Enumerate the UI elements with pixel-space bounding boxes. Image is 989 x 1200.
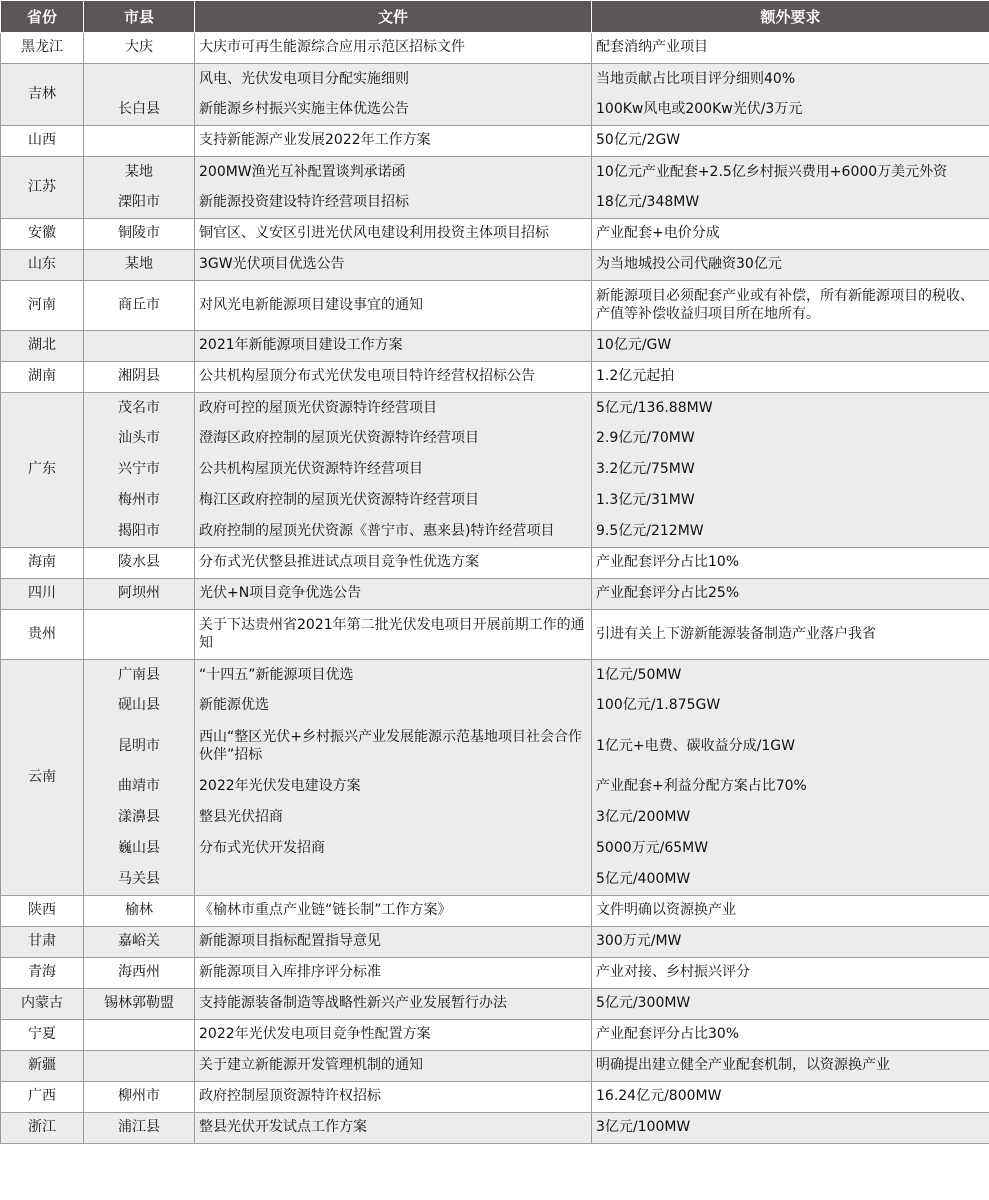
city-cell: 曲靖市	[84, 772, 195, 803]
document-cell: 公共机构屋顶光伏资源特许经营项目	[195, 455, 592, 486]
province-cell: 青海	[1, 958, 84, 989]
table-row	[1, 865, 989, 896]
table-row	[1, 958, 989, 989]
city-cell: 昆明市	[84, 722, 195, 772]
requirement-cell: 9.5亿元/212MW	[592, 517, 989, 548]
header-province: 省份	[1, 1, 84, 33]
requirement-cell: 配套消纳产业项目	[592, 33, 989, 64]
document-cell: 澄海区政府控制的屋顶光伏资源特许经营项目	[195, 424, 592, 455]
document-cell: 2022年光伏发电建设方案	[195, 772, 592, 803]
city-cell: 梅州市	[84, 486, 195, 517]
table-row	[1, 486, 989, 517]
table-row	[1, 722, 989, 772]
document-cell: 新能源投资建设特许经营项目招标	[195, 188, 592, 219]
requirement-cell: 3.2亿元/75MW	[592, 455, 989, 486]
requirement-cell: 产业配套评分占比30%	[592, 1020, 989, 1051]
document-cell: 关于建立新能源开发管理机制的通知	[195, 1051, 592, 1082]
city-cell: 砚山县	[84, 691, 195, 722]
province-cell: 山东	[1, 250, 84, 281]
requirement-cell: 产业配套+电价分成	[592, 219, 989, 250]
requirement-cell: 5亿元/400MW	[592, 865, 989, 896]
table-row	[1, 579, 989, 610]
document-cell: 3GW光伏项目优选公告	[195, 250, 592, 281]
province-cell: 云南	[1, 660, 84, 896]
city-cell	[84, 1020, 195, 1051]
province-cell: 内蒙古	[1, 989, 84, 1020]
requirement-cell: 10亿元产业配套+2.5亿乡村振兴费用+6000万美元外资	[592, 157, 989, 188]
requirement-cell: 1亿元/50MW	[592, 660, 989, 691]
requirement-cell: 引进有关上下游新能源装备制造产业落户我省	[592, 610, 989, 660]
document-cell: 关于下达贵州省2021年第二批光伏发电项目开展前期工作的通知	[195, 610, 592, 660]
requirement-cell: 100亿元/1.875GW	[592, 691, 989, 722]
requirement-cell: 10亿元/GW	[592, 331, 989, 362]
table-row	[1, 157, 989, 188]
city-cell: 浦江县	[84, 1113, 195, 1144]
document-cell: 新能源项目入库排序评分标准	[195, 958, 592, 989]
header-document: 文件	[195, 1, 592, 33]
document-cell: 大庆市可再生能源综合应用示范区招标文件	[195, 33, 592, 64]
table-row	[1, 772, 989, 803]
city-cell: 兴宁市	[84, 455, 195, 486]
requirement-cell: 产业配套评分占比10%	[592, 548, 989, 579]
province-cell: 河南	[1, 281, 84, 331]
province-cell: 广东	[1, 393, 84, 548]
table-row	[1, 517, 989, 548]
requirement-cell: 5亿元/136.88MW	[592, 393, 989, 424]
city-cell: 陵水县	[84, 548, 195, 579]
city-cell: 汕头市	[84, 424, 195, 455]
header-city: 市县	[84, 1, 195, 33]
province-cell: 广西	[1, 1082, 84, 1113]
city-cell: 巍山县	[84, 834, 195, 865]
province-cell: 宁夏	[1, 1020, 84, 1051]
document-cell: 2021年新能源项目建设工作方案	[195, 331, 592, 362]
table-row	[1, 281, 989, 331]
document-cell: 支持能源装备制造等战略性新兴产业发展暂行办法	[195, 989, 592, 1020]
province-cell: 海南	[1, 548, 84, 579]
document-cell: 新能源优选	[195, 691, 592, 722]
province-cell: 山西	[1, 126, 84, 157]
city-cell: 海西州	[84, 958, 195, 989]
document-cell: 分布式光伏整县推进试点项目竞争性优选方案	[195, 548, 592, 579]
header-requirement: 额外要求	[592, 1, 989, 33]
table-row	[1, 1113, 989, 1144]
city-cell: 广南县	[84, 660, 195, 691]
table-row	[1, 1020, 989, 1051]
table-row	[1, 331, 989, 362]
table-row	[1, 33, 989, 64]
document-cell: 政府可控的屋顶光伏资源特许经营项目	[195, 393, 592, 424]
table-row	[1, 126, 989, 157]
city-cell: 锡林郭勒盟	[84, 989, 195, 1020]
document-cell: 政府控制屋顶资源特许权招标	[195, 1082, 592, 1113]
document-cell: 政府控制的屋顶光伏资源《普宁市、惠来县)特许经营项目	[195, 517, 592, 548]
city-cell	[84, 126, 195, 157]
table-row	[1, 95, 989, 126]
city-cell: 柳州市	[84, 1082, 195, 1113]
city-cell: 长白县	[84, 95, 195, 126]
table-row	[1, 393, 989, 424]
requirement-cell: 16.24亿元/800MW	[592, 1082, 989, 1113]
table-row	[1, 834, 989, 865]
province-cell: 甘肃	[1, 927, 84, 958]
province-cell: 四川	[1, 579, 84, 610]
city-cell: 某地	[84, 250, 195, 281]
document-cell: 分布式光伏开发招商	[195, 834, 592, 865]
table-row	[1, 548, 989, 579]
requirement-cell: 产业对接、乡村振兴评分	[592, 958, 989, 989]
requirement-cell: 18亿元/348MW	[592, 188, 989, 219]
province-cell: 湖南	[1, 362, 84, 393]
city-cell: 茂名市	[84, 393, 195, 424]
requirement-cell: 5000万元/65MW	[592, 834, 989, 865]
requirement-cell: 为当地城投公司代融资30亿元	[592, 250, 989, 281]
document-cell: 新能源项目指标配置指导意见	[195, 927, 592, 958]
document-cell: 支持新能源产业发展2022年工作方案	[195, 126, 592, 157]
table-row	[1, 660, 989, 691]
requirement-cell: 1.3亿元/31MW	[592, 486, 989, 517]
document-cell: 对风光电新能源项目建设事宜的通知	[195, 281, 592, 331]
document-cell: 铜官区、义安区引进光伏风电建设利用投资主体项目招标	[195, 219, 592, 250]
table-row	[1, 927, 989, 958]
table-body	[1, 33, 989, 1144]
table-row	[1, 455, 989, 486]
province-cell: 江苏	[1, 157, 84, 219]
table-row	[1, 188, 989, 219]
requirement-cell: 产业配套+利益分配方案占比70%	[592, 772, 989, 803]
requirement-cell: 50亿元/2GW	[592, 126, 989, 157]
document-cell: 2022年光伏发电项目竞争性配置方案	[195, 1020, 592, 1051]
requirement-cell: 3亿元/200MW	[592, 803, 989, 834]
requirement-cell: 文件明确以资源换产业	[592, 896, 989, 927]
table-row	[1, 803, 989, 834]
province-cell: 吉林	[1, 64, 84, 126]
document-cell: 200MW渔光互补配置谈判承诺函	[195, 157, 592, 188]
table-row	[1, 1082, 989, 1113]
document-cell: 整县光伏招商	[195, 803, 592, 834]
requirement-cell: 1.2亿元起拍	[592, 362, 989, 393]
province-cell: 黑龙江	[1, 33, 84, 64]
requirement-cell: 1亿元+电费、碳收益分成/1GW	[592, 722, 989, 772]
table-row	[1, 250, 989, 281]
city-cell	[84, 610, 195, 660]
table-row	[1, 424, 989, 455]
table-row	[1, 1051, 989, 1082]
document-cell	[195, 865, 592, 896]
city-cell: 湘阴县	[84, 362, 195, 393]
city-cell: 嘉峪关	[84, 927, 195, 958]
requirement-cell: 100Kw风电或200Kw光伏/3万元	[592, 95, 989, 126]
province-cell: 浙江	[1, 1113, 84, 1144]
table-row	[1, 362, 989, 393]
province-cell: 湖北	[1, 331, 84, 362]
city-cell	[84, 64, 195, 95]
table-row	[1, 896, 989, 927]
city-cell: 榆林	[84, 896, 195, 927]
document-cell: 新能源乡村振兴实施主体优选公告	[195, 95, 592, 126]
province-cell: 新疆	[1, 1051, 84, 1082]
table-row	[1, 691, 989, 722]
province-cell: 安徽	[1, 219, 84, 250]
document-cell: 整县光伏开发试点工作方案	[195, 1113, 592, 1144]
requirement-cell: 5亿元/300MW	[592, 989, 989, 1020]
table-row	[1, 610, 989, 660]
requirement-cell: 明确提出建立健全产业配套机制，以资源换产业	[592, 1051, 989, 1082]
document-cell: 西山“整区光伏+乡村振兴产业发展能源示范基地项目社会合作伙伴”招标	[195, 722, 592, 772]
city-cell	[84, 1051, 195, 1082]
city-cell: 漾濞县	[84, 803, 195, 834]
city-cell: 阿坝州	[84, 579, 195, 610]
city-cell: 某地	[84, 157, 195, 188]
document-cell: “十四五”新能源项目优选	[195, 660, 592, 691]
table-row	[1, 64, 989, 95]
city-cell: 大庆	[84, 33, 195, 64]
city-cell: 揭阳市	[84, 517, 195, 548]
province-cell: 贵州	[1, 610, 84, 660]
document-cell: 风电、光伏发电项目分配实施细则	[195, 64, 592, 95]
requirement-cell: 当地贡献占比项目评分细则40%	[592, 64, 989, 95]
table-header	[1, 1, 989, 33]
province-cell: 陕西	[1, 896, 84, 927]
city-cell	[84, 331, 195, 362]
city-cell: 溧阳市	[84, 188, 195, 219]
table-row	[1, 219, 989, 250]
requirement-cell: 300万元/MW	[592, 927, 989, 958]
requirement-cell: 新能源项目必须配套产业或有补偿，所有新能源项目的税收、产值等补偿收益归项目所在地所有。	[592, 281, 989, 331]
table-row	[1, 989, 989, 1020]
document-cell: 梅江区政府控制的屋顶光伏资源特许经营项目	[195, 486, 592, 517]
document-cell: 光伏+N项目竞争优选公告	[195, 579, 592, 610]
document-cell: 《榆林市重点产业链“链长制”工作方案》	[195, 896, 592, 927]
city-cell: 铜陵市	[84, 219, 195, 250]
city-cell: 商丘市	[84, 281, 195, 331]
requirement-cell: 3亿元/100MW	[592, 1113, 989, 1144]
document-cell: 公共机构屋顶分布式光伏发电项目特许经营权招标公告	[195, 362, 592, 393]
requirement-cell: 产业配套评分占比25%	[592, 579, 989, 610]
city-cell: 马关县	[84, 865, 195, 896]
requirement-cell: 2.9亿元/70MW	[592, 424, 989, 455]
